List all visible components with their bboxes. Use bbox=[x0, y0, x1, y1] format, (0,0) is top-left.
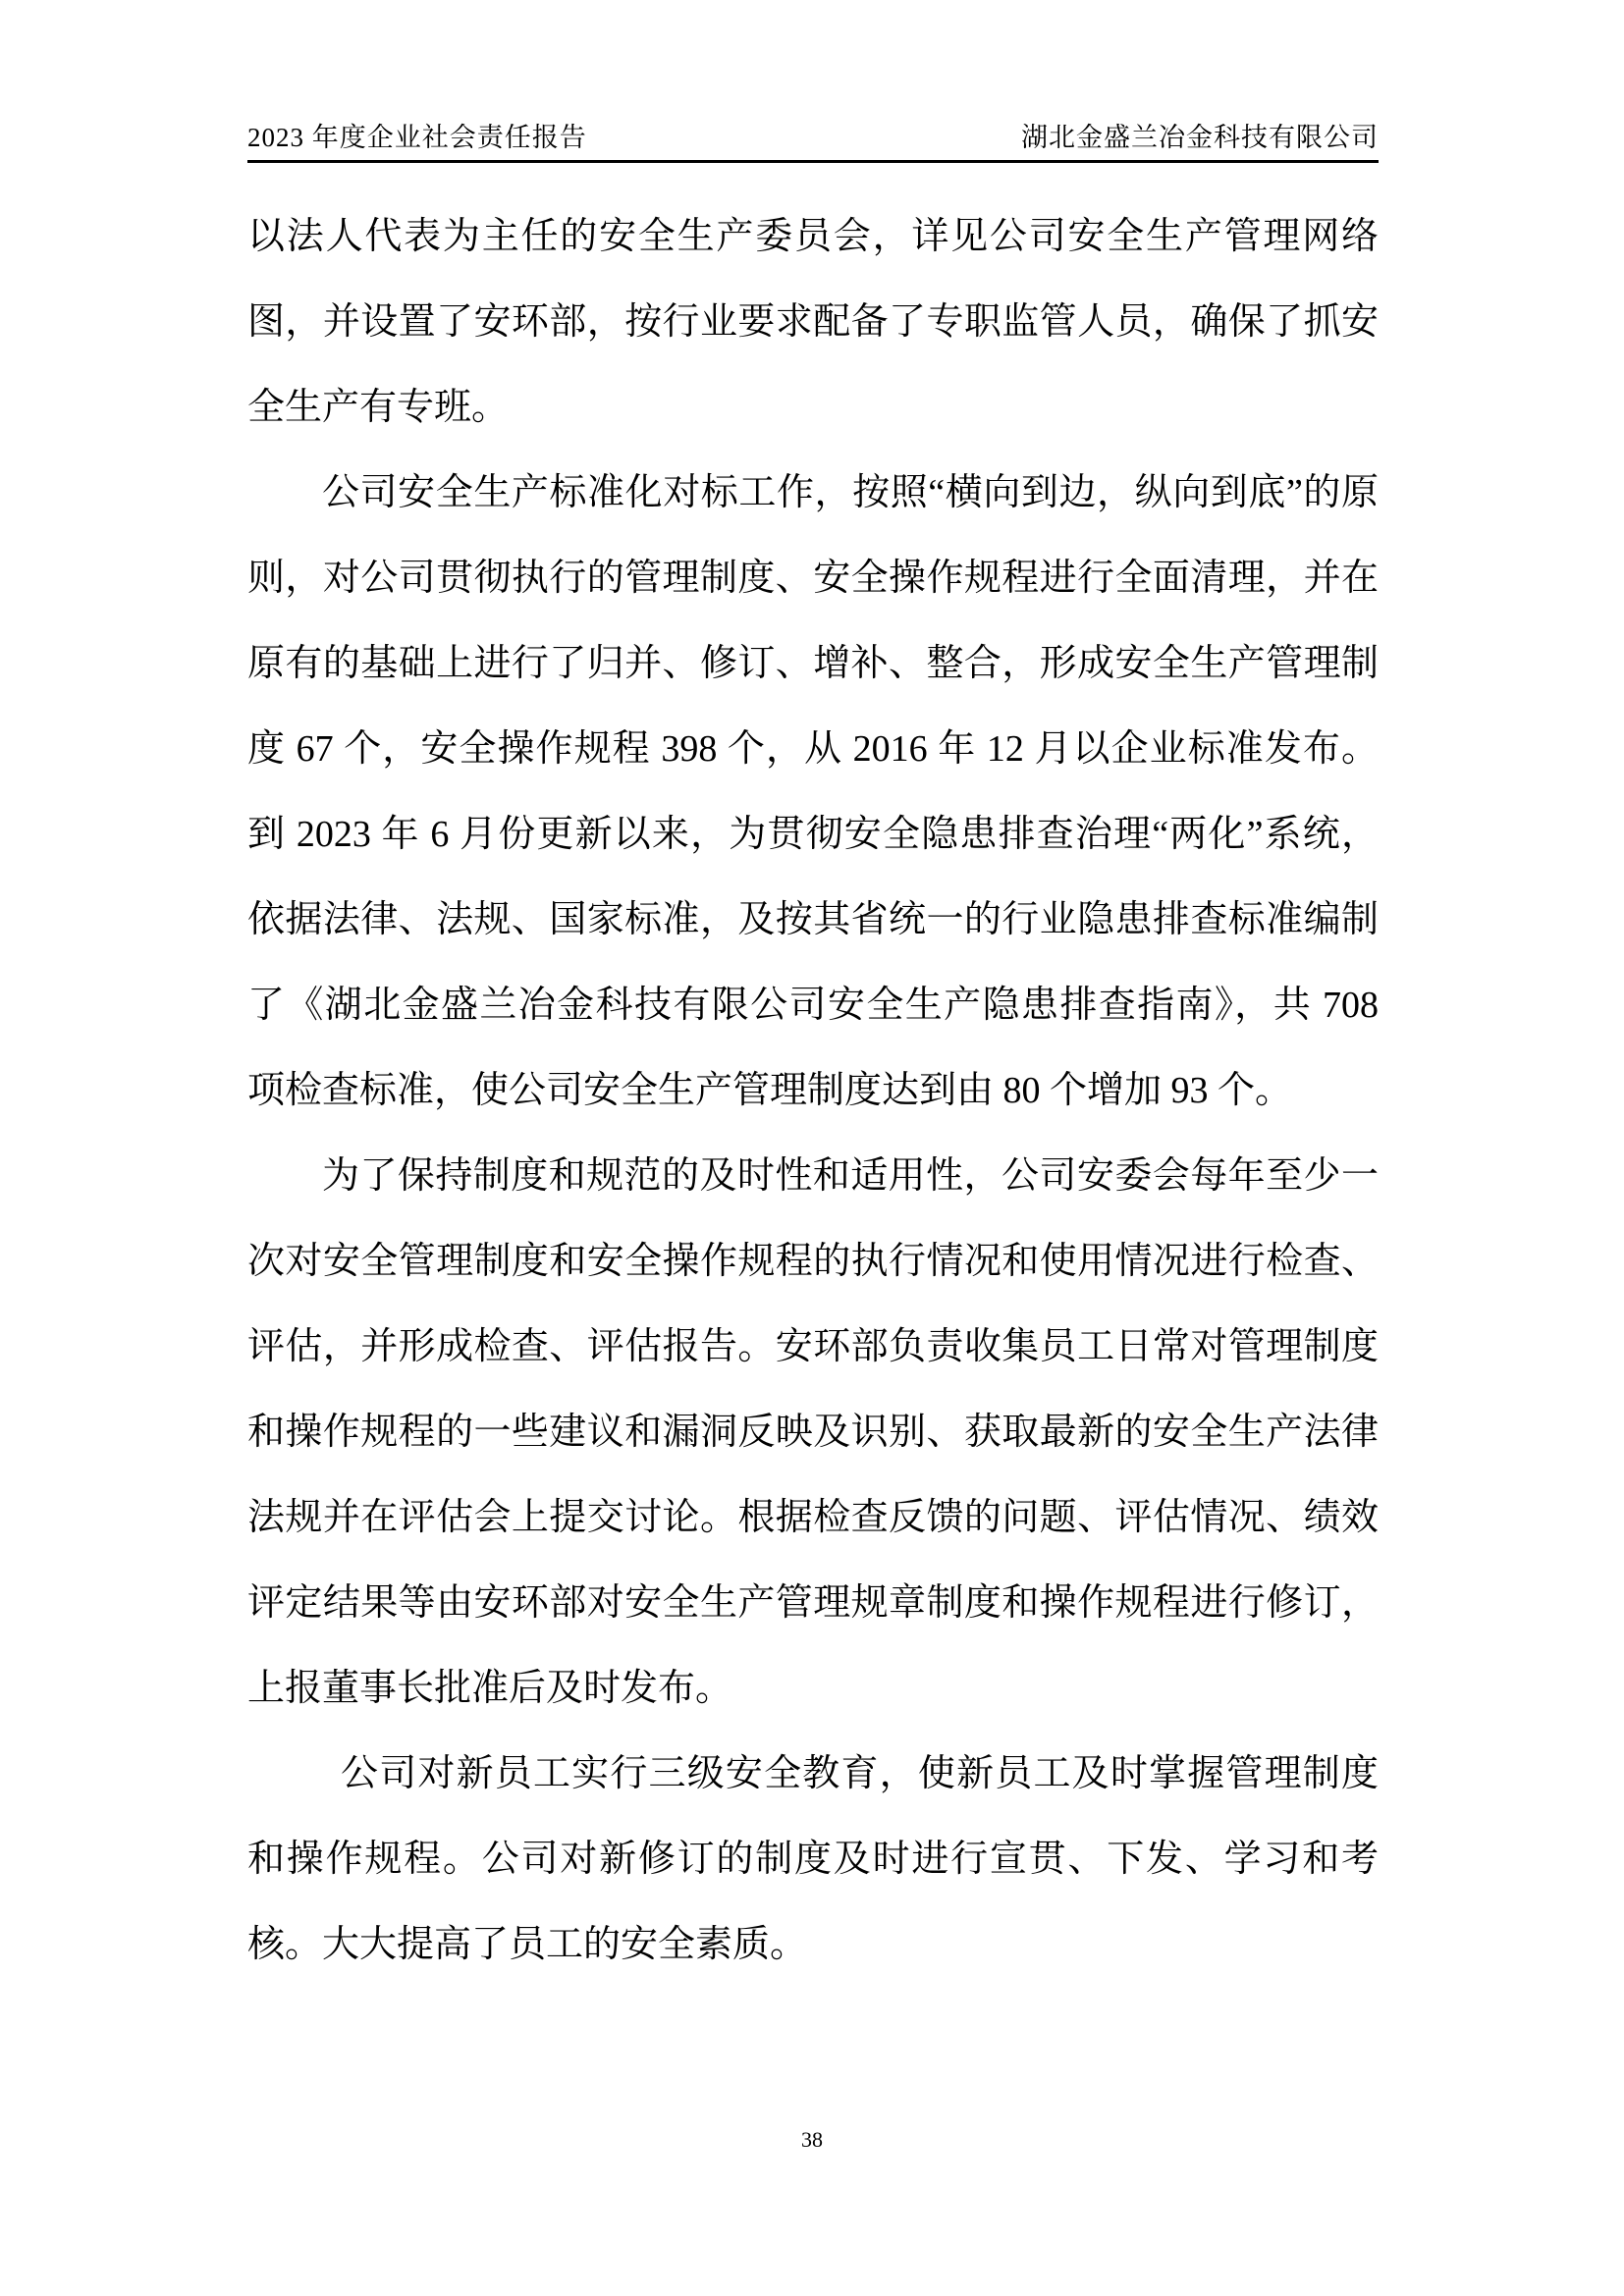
document-body bbox=[247, 194, 1379, 1988]
paragraph-standardization: 公司安全生产标准化对标工作，按照“横向到边，纵向到底”的原则，对公司贯彻执行的管理制度、安全操作规程进行全面清理，并在原有的基础上进行了归并、修订、增补、整合，形成安全生产管理制度 67 个，安全操作规程 398 个，从 2016 年 12 月以企业标准发布。到 2023 年 6 月份更新以来，为贯彻安全隐患排查治理“两化”系统，依据法律、法规、国家标准，及按其省统一的行业隐患排查标准编制了《湖北金盛兰冶金科技有限公司安全生产隐患排查指南》，共 708 项检查标准，使公司安全生产管理制度达到由 80 个增加 93 个。 bbox=[247, 472, 1379, 1111]
page-header bbox=[247, 122, 1379, 163]
header-report-title: 2023 年度企业社会责任报告 bbox=[247, 123, 587, 152]
paragraph-training: 公司对新员工实行三级安全教育，使新员工及时掌握管理制度和操作规程。公司对新修订的制度及时进行宣贯、下发、学习和考核。大大提高了员工的安全素质。 bbox=[247, 1753, 1379, 1965]
page-number bbox=[0, 2127, 1624, 2153]
paragraph-evaluation: 为了保持制度和规范的及时性和适用性，公司安委会每年至少一次对安全管理制度和安全操作规程的执行情况和使用情况进行检查、评估，并形成检查、评估报告。安环部负责收集员工日常对管理制度和操作规程的一些建议和漏洞反映及识别、获取最新的安全生产法律法规并在评估会上提交讨论。根据检查反馈的问题、评估情况、绩效评定结果等由安环部对安全生产管理规章制度和操作规程进行修订，上报董事长批准后及时发布。 bbox=[247, 1155, 1379, 1709]
page-number-value: 38 bbox=[801, 2127, 823, 2152]
paragraph-safety-committee: 以法人代表为主任的安全生产委员会，详见公司安全生产管理网络图，并设置了安环部，按行业要求配备了专职监管人员，确保了抓安全生产有专班。 bbox=[247, 216, 1379, 428]
header-company-name: 湖北金盛兰冶金科技有限公司 bbox=[1021, 123, 1379, 152]
